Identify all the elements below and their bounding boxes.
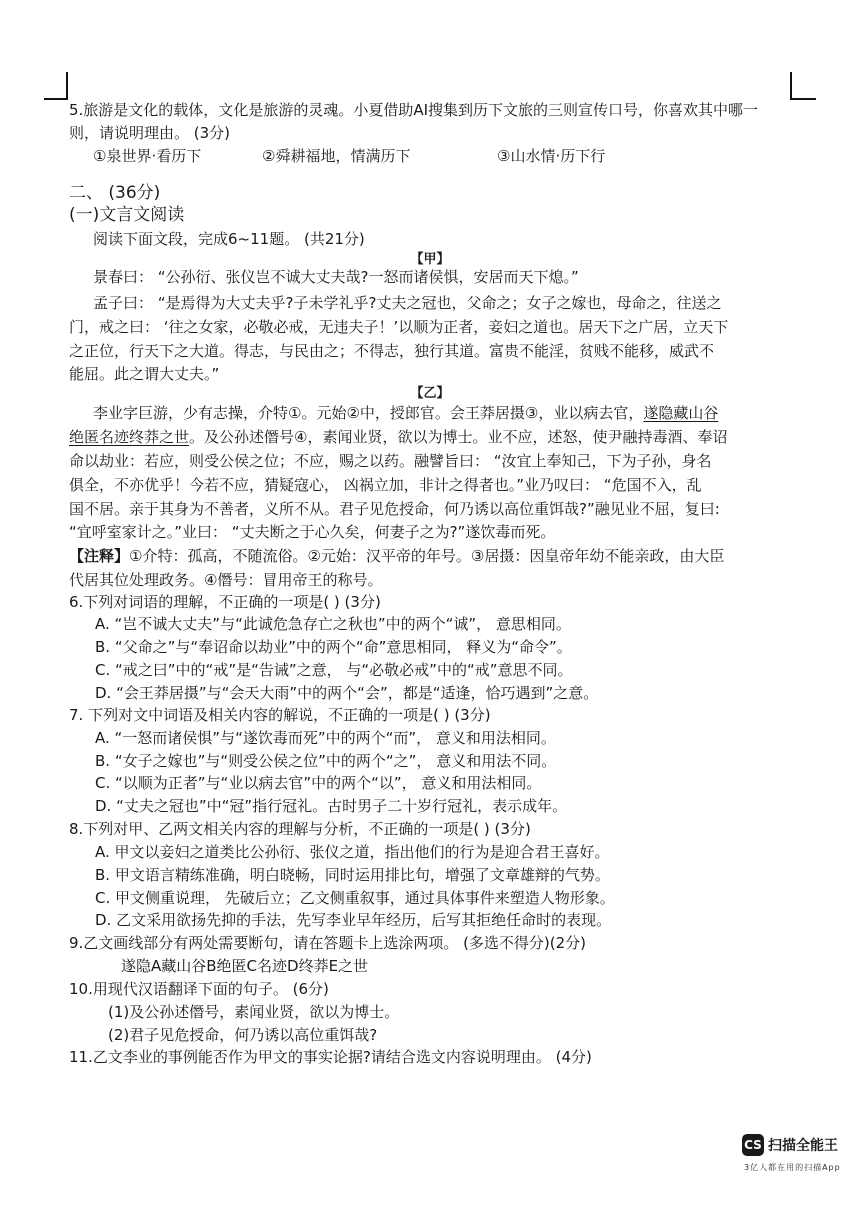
passage-yi-text: 。及公孙述僭号④，素闻业贤，欲以为博士。业不应，述怒，使尹融持毒酒、奉诏 (189, 428, 728, 446)
passage-yi-line: “宜呼室家计之。”业曰： “丈夫断之于心久矣，何妻子之为?”遂饮毒而死。 (69, 523, 556, 541)
crop-mark-top-left-horizontal (44, 98, 68, 100)
q5-line-1: 5.旅游是文化的载体，文化是旅游的灵魂。小夏借助AI搜集到历下文旅的三则宣传口号，你喜欢其中哪一 (69, 101, 759, 119)
q9-text: 遂隐A藏山谷B绝匿C名迹D终莽E之世 (121, 957, 369, 975)
section-intro: 阅读下面文段，完成6~11题。 (共21分) (93, 230, 365, 248)
q7-option: D. “丈夫之冠也”中“冠”指行冠礼。古时男子二十岁行冠礼，表示成年。 (95, 797, 568, 815)
q10-sentence-1: (1)及公孙述僭号，素闻业贤，欲以为博士。 (108, 1003, 400, 1021)
q5-option-2: ②舜耕福地，情满历下 (262, 147, 411, 165)
section-title: 二、 (36分) (69, 183, 161, 203)
underlined-passage: 遂隐藏山谷 (643, 404, 719, 422)
passage-yi-line: 命以劫业：若应，则受公侯之位；不应，赐之以药。融譬旨曰： “汝宜上奉知己，下为子孙，身名 (69, 452, 712, 470)
q10-sentence-2: (2)君子见危授命，何乃诱以高位重饵哉? (108, 1026, 378, 1044)
q5-option-1: ①泉世界·看历下 (93, 147, 202, 165)
q6-option: B. “父命之”与“奉诏命以劫业”中的两个“命”意思相同， 释义为“命令”。 (95, 638, 572, 656)
scanner-tagline: 3亿人都在用的扫描App (744, 1163, 841, 1172)
q7-option: C. “以顺为正者”与“业以病去官”中的两个“以”， 意义和用法相同。 (95, 774, 542, 792)
q6-option: D. “会王莽居摄”与“会天大雨”中的两个“会”，都是“适逢，恰巧遇到”之意。 (95, 684, 599, 702)
passage-yi-line (69, 427, 727, 447)
passage-jia-label: 【甲】 (410, 252, 450, 267)
q5-line-2: 则，请说明理由。 (3分) (69, 124, 231, 142)
q5-option-3: ③山水情·历下行 (497, 147, 606, 165)
q7-option: A. “一怒而诸侯惧”与“遂饮毒而死”中的两个“而”， 意义和用法相同。 (95, 729, 556, 747)
crop-mark-top-right-vertical (790, 72, 792, 100)
notes-text: ①介特：孤高，不随流俗。②元始：汉平帝的年号。③居摄：因皇帝年幼不能亲政，由大臣 (129, 547, 725, 565)
underlined-passage: 绝匿名迹终莽之世 (69, 428, 190, 446)
section-subtitle: (一)文言文阅读 (69, 205, 185, 225)
q6-option: A. “岂不诚大丈夫”与“此诚危急存亡之秋也”中的两个“诚”， 意思相同。 (95, 615, 571, 633)
notes-line-1 (69, 546, 724, 566)
passage-jia-line: 门，戒之曰： ‘往之女家，必敬必戒，无违夫子！’以顺为正者，妾妇之道也。居天下之广居，立天下 (69, 318, 729, 336)
crop-mark-top-left-vertical (66, 72, 68, 100)
notes-label: 【注释】 (69, 547, 130, 565)
crop-mark-top-right-horizontal (790, 98, 816, 100)
q8-option: B. 甲文语言精练准确，明白晓畅，同时运用排比句，增强了文章雄辩的气势。 (95, 866, 610, 884)
passage-yi-line: 俱全，不亦优乎！今若不应，猜疑寇心， 凶祸立加，非计之得者也。”业乃叹曰： “危国不入，乱 (69, 476, 702, 494)
passage-jia-line: 景春曰： “公孙衍、张仪岂不诚大丈夫哉?一怒而诸侯惧，安居而天下熄。” (93, 268, 579, 286)
q11-stem: 11.乙文李业的事例能否作为甲文的事实论据?请结合选文内容说明理由。 (4分) (69, 1048, 592, 1066)
q9-stem: 9.乙文画线部分有两处需要断句，请在答题卡上选涂两项。 (多选不得分)(2分) (69, 934, 587, 952)
scanner-logo-icon: CS (742, 1134, 764, 1156)
q8-option: D. 乙文采用欲扬先抑的手法，先写李业早年经历，后写其拒绝任命时的表现。 (95, 911, 612, 929)
passage-jia-line: 之正位，行天下之大道。得志，与民由之；不得志，独行其道。富贵不能淫，贫贱不能移，威武不 (69, 342, 715, 360)
q8-stem: 8.下列对甲、乙两文相关内容的理解与分析，不正确的一项是( ) (3分) (69, 820, 531, 838)
q10-stem: 10.用现代汉语翻译下面的句子。 (6分) (69, 980, 329, 998)
scanner-app-name: 扫描全能王 (768, 1138, 838, 1154)
q8-option: C. 甲文侧重说理， 先破后立；乙文侧重叙事，通过具体事件来塑造人物形象。 (95, 889, 615, 907)
passage-yi-line (93, 403, 718, 423)
q8-option: A. 甲文以妾妇之道类比公孙衍、张仪之道，指出他们的行为是迎合君王喜好。 (95, 843, 610, 861)
passage-yi-text: 李业字巨游，少有志操，介特①。元始②中，授郎官。会王莽居摄③，业以病去官， (93, 404, 644, 422)
passage-jia-line: 孟子曰： “是焉得为大丈夫乎?子未学礼乎?丈夫之冠也，父命之；女子之嫁也，母命之，往送之 (93, 294, 722, 312)
passage-yi-label: 【乙】 (410, 386, 450, 401)
passage-yi-line: 国不居。亲于其身为不善者，义所不从。君子见危授命，何乃诱以高位重饵哉?”融见业不屈，复曰: (69, 500, 720, 518)
q6-stem: 6.下列对词语的理解，不正确的一项是( ) (3分) (69, 593, 381, 611)
passage-jia-line: 能屈。此之谓大丈夫。” (69, 365, 220, 383)
q6-option: C. “戒之曰”中的“戒”是“告诫”之意， 与“必敬必戒”中的“戒”意思不同。 (95, 661, 573, 679)
q7-stem: 7. 下列对文中词语及相关内容的解说，不正确的一项是( ) (3分) (69, 706, 491, 724)
q7-option: B. “女子之嫁也”与“则受公侯之位”中的两个“之”， 意义和用法不同。 (95, 752, 557, 770)
notes-line-2: 代居其位处理政务。④僭号：冒用帝王的称号。 (69, 571, 383, 589)
